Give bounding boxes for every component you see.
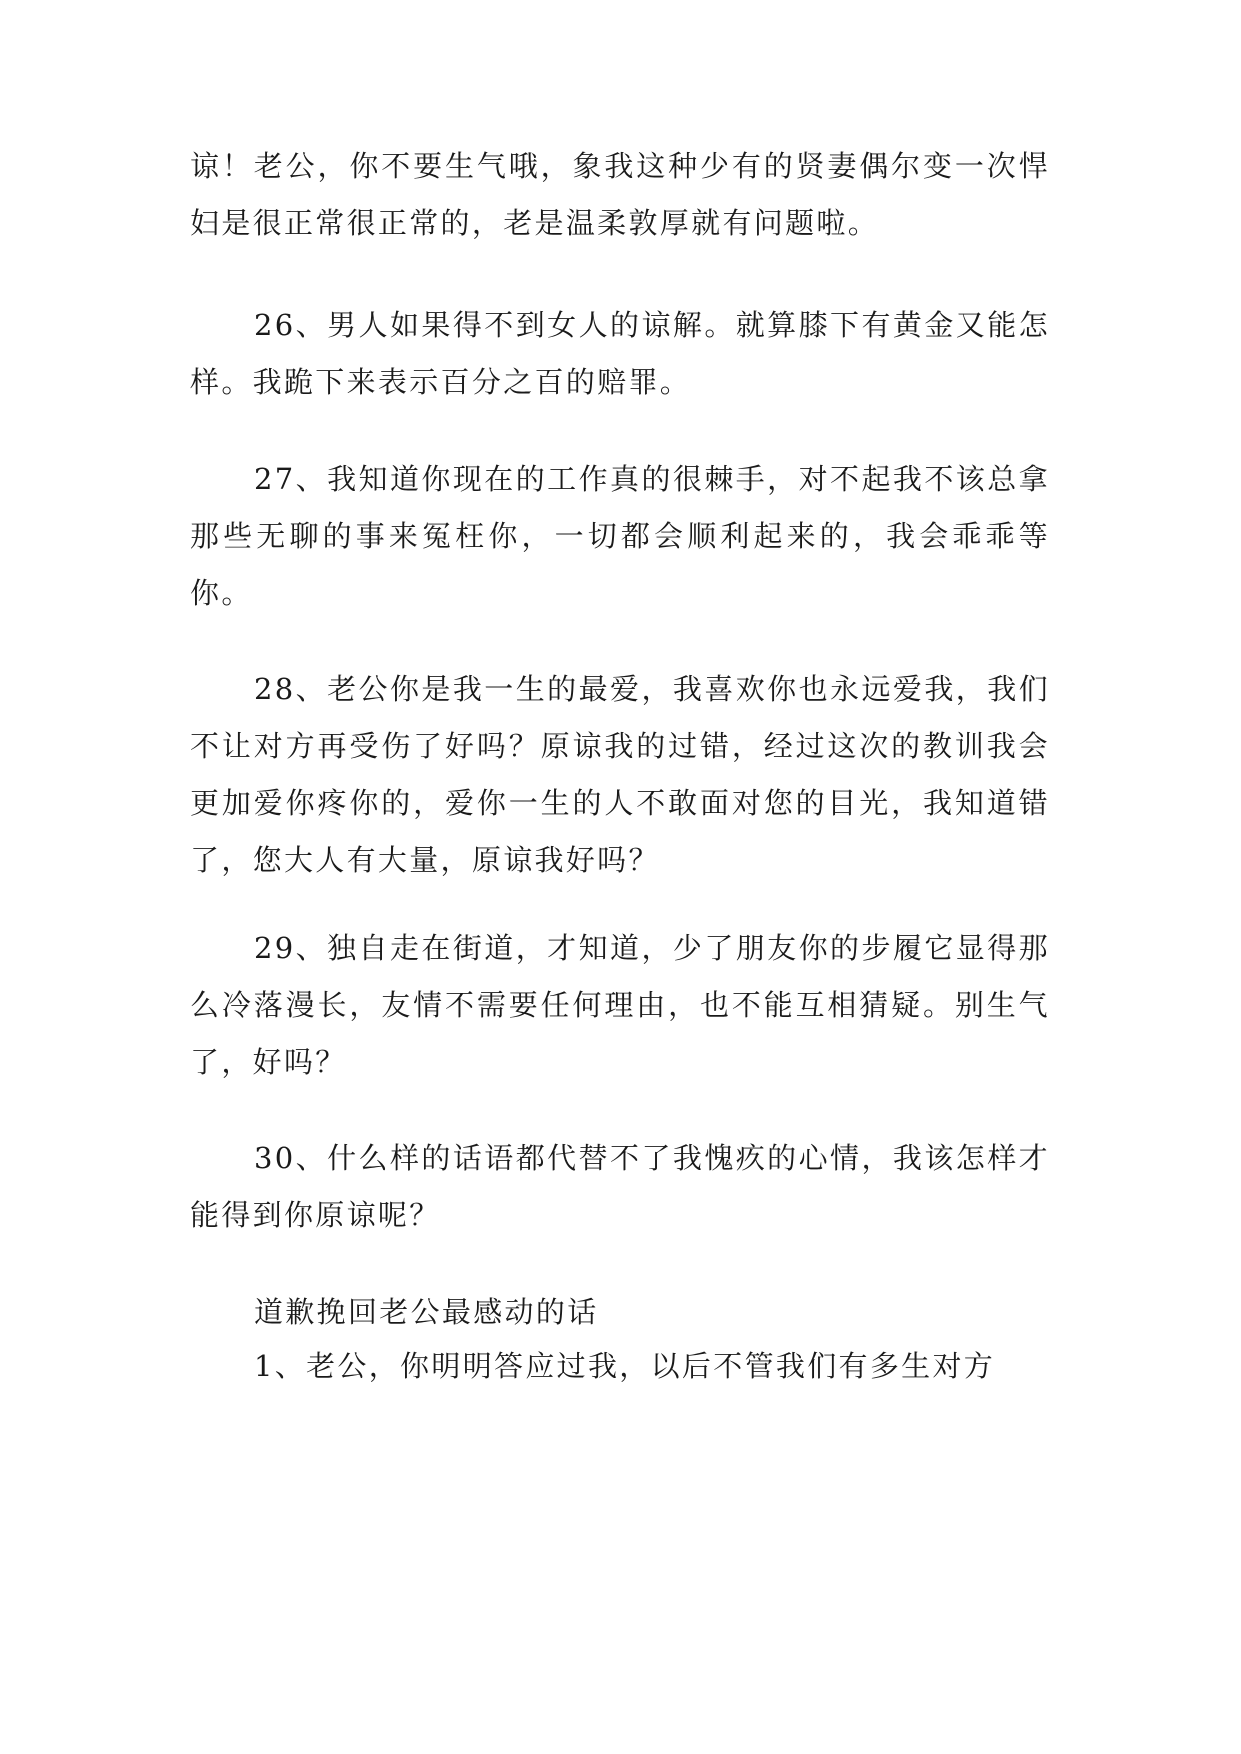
- paragraph-item-29: [190, 920, 1050, 1091]
- paragraph-text: 28、老公你是我一生的最爱，我喜欢你也永远爱我，我们不让对方再受伤了好吗？原谅我的过错，经过这次的教训我会更加爱你疼你的，爱你一生的人不敢面对您的目光，我知道错了，您大人有大量，原谅我好吗？: [190, 672, 1050, 877]
- paragraph-text: 29、独自走在街道，才知道，少了朋友你的步履它显得那么冷落漫长，友情不需要任何理由，也不能互相猜疑。别生气了，好吗？: [190, 931, 1050, 1079]
- paragraph-text: 谅！老公，你不要生气哦，象我这种少有的贤妻偶尔变一次悍妇是很正常很正常的，老是温柔敦厚就有问题啦。: [190, 149, 1050, 240]
- paragraph-text: 1、老公，你明明答应过我，以后不管我们有多生对方: [254, 1349, 996, 1383]
- paragraph-text: 27、我知道你现在的工作真的很棘手，对不起我不该总拿那些无聊的事来冤枉你，一切都会顺利起来的，我会乖乖等你。: [190, 462, 1050, 610]
- paragraph-continuation: [190, 138, 1050, 252]
- paragraph-item-1: [190, 1338, 1050, 1395]
- heading-text: 道歉挽回老公最感动的话: [254, 1295, 599, 1329]
- paragraph-text: 30、什么样的话语都代替不了我愧疚的心情，我该怎样才能得到你原谅呢？: [190, 1141, 1050, 1232]
- section-heading: [190, 1284, 1050, 1341]
- paragraph-item-30: [190, 1130, 1050, 1244]
- paragraph-text: 26、男人如果得不到女人的谅解。就算膝下有黄金又能怎样。我跪下来表示百分之百的赔罪。: [190, 308, 1050, 399]
- paragraph-item-28: [190, 661, 1050, 889]
- paragraph-item-27: [190, 451, 1050, 622]
- paragraph-item-26: [190, 297, 1050, 411]
